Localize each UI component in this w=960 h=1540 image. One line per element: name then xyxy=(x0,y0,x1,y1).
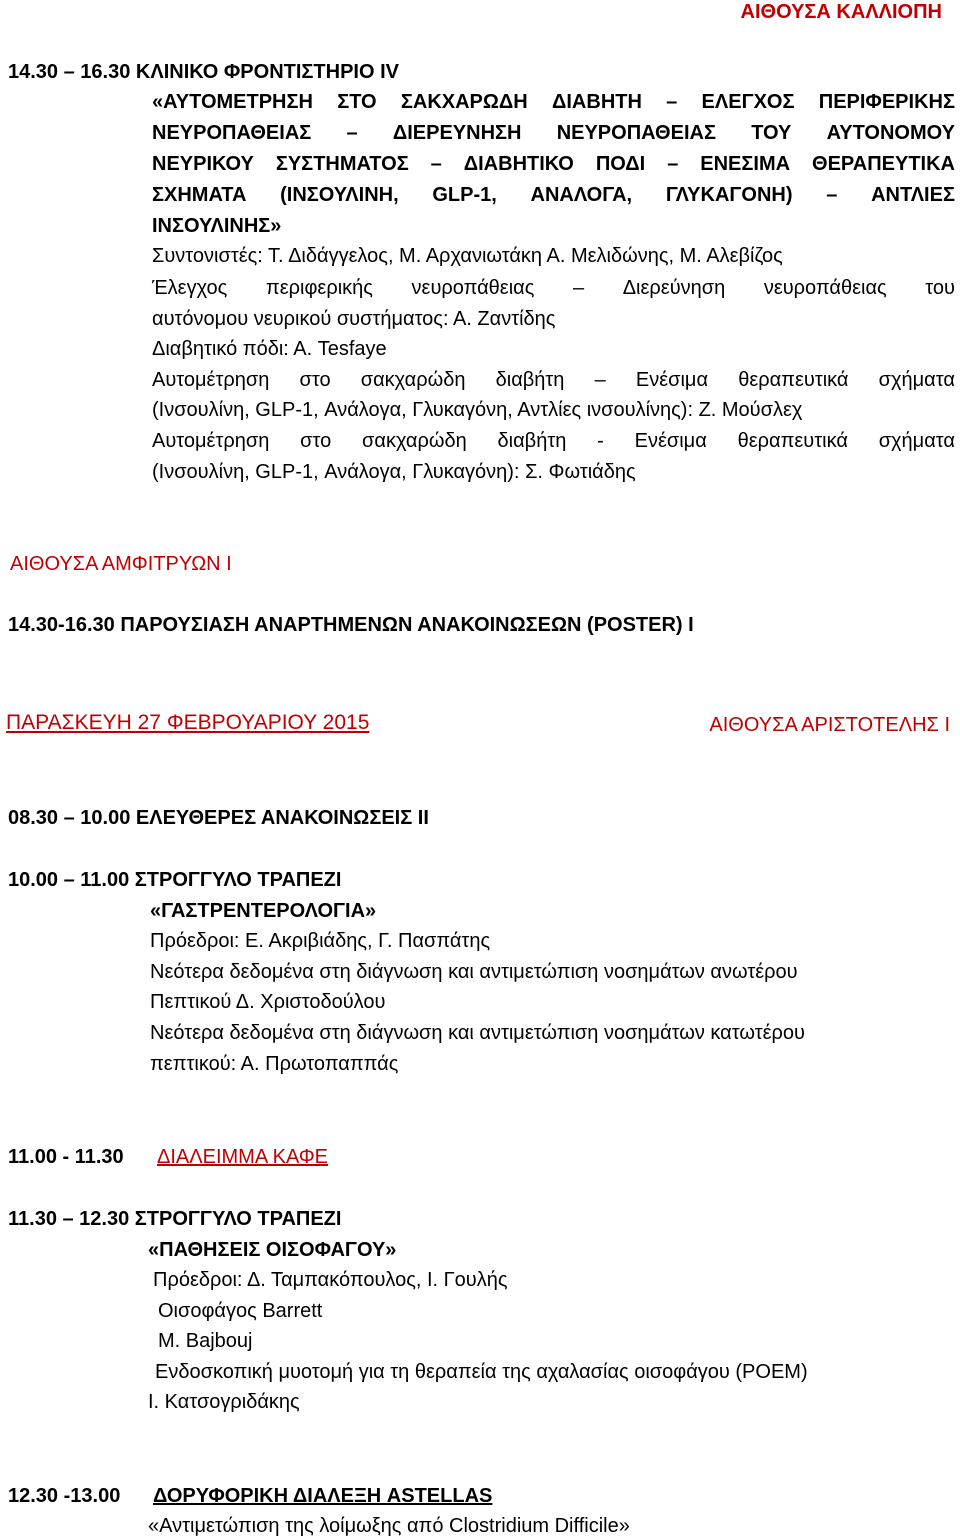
word: – xyxy=(666,91,678,113)
word: – xyxy=(572,277,585,299)
talk-line xyxy=(152,429,955,453)
word: ΝΕΥΡΟΠΑΘΕΙΑΣ xyxy=(556,122,716,144)
session-subtitle-line xyxy=(152,121,955,152)
word: – xyxy=(346,122,358,144)
word: νευροπάθειας xyxy=(411,277,535,299)
day-header: ΠΑΡΑΣΚΕΥΗ 27 ΦΕΒΡΟΥΑΡΙΟΥ 2015 xyxy=(6,711,370,734)
word: Ενέσιμα xyxy=(635,369,709,391)
word: ΓΛΥΚΑΓΟΝΗ) xyxy=(665,184,793,206)
roundtable-topic: «ΠΑΘΗΣΕΙΣ ΟΙΣΟΦΑΓΟΥ» xyxy=(148,1239,397,1261)
talk-line: Πεπτικού Δ. Χριστοδούλου xyxy=(150,991,386,1013)
talk-line: Ι. Κατσογριδάκης xyxy=(148,1391,300,1413)
talk-line xyxy=(152,368,955,392)
word: GLP-1, xyxy=(432,184,497,206)
word: «ΑΥΤΟΜΕΤΡΗΣΗ xyxy=(152,91,313,113)
word: στο xyxy=(299,369,331,391)
room-label-amfitryon: ΑΙΘΟΥΣΑ ΑΜΦΙΤΡΥΩΝ Ι xyxy=(10,553,232,575)
roundtable-chairs: Πρόεδροι: Δ. Ταμπακόπουλος, Ι. Γουλής xyxy=(153,1269,508,1291)
session-heading xyxy=(8,60,399,84)
word: ΠΟΔΙ xyxy=(595,153,646,175)
talk-line: πεπτικού: Α. Πρωτοπαππάς xyxy=(150,1053,399,1075)
word: στο xyxy=(300,430,332,452)
word: θεραπευτικά xyxy=(737,430,848,452)
session-subtitle-line xyxy=(152,152,955,183)
roundtable-heading: 11.30 – 12.30 ΣΤΡΟΓΓΥΛΟ ΤΡΑΠΕΖΙ xyxy=(8,1208,342,1230)
word: ΑΥΤΟΝΟΜΟΥ xyxy=(826,122,955,144)
poster-session-heading: 14.30-16.30 ΠΑΡΟΥΣΙΑΣΗ ΑΝΑΡΤΗΜΕΝΩΝ ΑΝΑΚΟΙΝΩΣΕΩΝ (POSTER) Ι xyxy=(8,614,694,636)
roundtable-topic: «ΓΑΣΤΡΕΝΤΕΡΟΛΟΓΙΑ» xyxy=(150,900,377,922)
word: ΕΝΕΣΙΜΑ xyxy=(700,153,791,175)
word: σχήματα xyxy=(878,369,955,391)
word: ΣΥΣΤΗΜΑΤΟΣ xyxy=(275,153,409,175)
word: ΝΕΥΡΙΚΟΥ xyxy=(152,153,254,175)
free-communications-heading: 08.30 – 10.00 ΕΛΕΥΘΕΡΕΣ ΑΝΑΚΟΙΝΩΣΕΙΣ ΙΙ xyxy=(8,807,429,829)
word: (ΙΝΣΟΥΛΙΝΗ, xyxy=(280,184,399,206)
talk-line: Ενδοσκοπική μυοτομή για τη θεραπεία της αχαλασίας οισοφάγου (POEM) xyxy=(155,1361,808,1383)
roundtable-heading: 10.00 – 11.00 ΣΤΡΟΓΓΥΛΟ ΤΡΑΠΕΖΙ xyxy=(8,869,342,891)
session-subtitle-line xyxy=(152,183,955,214)
session-time: 14.30 – 16.30 xyxy=(8,61,131,83)
word: – xyxy=(594,369,606,391)
coffee-break-label: ΔΙΑΛΕΙΜΜΑ ΚΑΦΕ xyxy=(157,1146,329,1168)
word: Διερεύνηση xyxy=(622,277,726,299)
word: Αυτομέτρηση xyxy=(152,369,270,391)
word: - xyxy=(597,430,604,452)
word: σακχαρώδη xyxy=(362,430,467,452)
word: ΣΑΚΧΑΡΩΔΗ xyxy=(400,91,528,113)
word: ΔΙΕΡΕΥΝΗΣΗ xyxy=(392,122,522,144)
word: – xyxy=(826,184,838,206)
word: Έλεγχος xyxy=(152,277,228,299)
word: σχήματα xyxy=(878,430,955,452)
talk-line: Διαβητικό πόδι: Α. Tesfaye xyxy=(152,338,387,360)
session-subtitle-line xyxy=(152,90,955,121)
word: περιφερικής xyxy=(265,277,373,299)
talk-line: M. Bajbouj xyxy=(158,1330,253,1352)
word: ΠΕΡΙΦΕΡΙΚΗΣ xyxy=(818,91,955,113)
word: θεραπευτικά xyxy=(738,369,849,391)
satellite-time: 12.30 -13.00 xyxy=(8,1485,121,1507)
word: ΣΧΗΜΑΤΑ xyxy=(152,184,247,206)
roundtable-chairs: Πρόεδροι: Ε. Ακριβιάδης, Γ. Πασπάτης xyxy=(150,930,491,952)
word: σακχαρώδη xyxy=(360,369,466,391)
session-subtitle-last: ΙΝΣΟΥΛΙΝΗΣ» xyxy=(152,215,282,237)
talk-line: Οισοφάγος Barrett xyxy=(158,1300,323,1322)
word: ΑΝΑΛΟΓΑ, xyxy=(530,184,633,206)
word: – xyxy=(430,153,442,175)
coffee-break-time: 11.00 - 11.30 xyxy=(8,1146,124,1168)
talk-line: (Ινσουλίνη, GLP-1, Ανάλογα, Γλυκαγόνη): Σ. Φωτιάδης xyxy=(152,461,636,483)
word: νευροπάθειας xyxy=(763,277,887,299)
talk-line: Νεότερα δεδομένα στη διάγνωση και αντιμετώπιση νοσημάτων κατωτέρου xyxy=(150,1022,805,1044)
talk-line: Νεότερα δεδομένα στη διάγνωση και αντιμετώπιση νοσημάτων ανωτέρου xyxy=(150,961,798,983)
word: ΑΝΤΛΙΕΣ xyxy=(871,184,955,206)
word: του xyxy=(925,277,955,299)
talk-line: (Ινσουλίνη, GLP-1, Ανάλογα, Γλυκαγόνη, Αντλίες ινσουλίνης): Ζ. Μούσλεχ xyxy=(152,399,803,421)
word: διαβήτη xyxy=(495,369,565,391)
session-title: ΚΛΙΝΙΚΟ ΦΡΟΝΤΙΣΤΗΡΙΟ IV xyxy=(135,61,399,83)
session-subtitle xyxy=(152,90,955,245)
satellite-label: ΔΟΡΥΦΟΡΙΚΗ ΔΙΑΛΕΞΗ ASTELLAS xyxy=(153,1485,493,1507)
word: διαβήτη xyxy=(497,430,567,452)
word: – xyxy=(667,153,679,175)
word: ΕΛΕΓΧΟΣ xyxy=(701,91,795,113)
word: Αυτομέτρηση xyxy=(152,430,270,452)
word: ΣΤΟ xyxy=(337,91,377,113)
coordinators: Συντονιστές: Τ. Διδάγγελος, Μ. Αρχανιωτάκη Α. Μελιδώνης, Μ. Αλεβίζος xyxy=(152,245,783,267)
satellite-subtitle: «Αντιμετώπιση της λοίμωξης από Clostridium Difficile» xyxy=(148,1515,630,1537)
room-label-kalliopi: ΑΙΘΟΥΣΑ ΚΑΛΛΙΟΠΗ xyxy=(740,1,942,23)
word: ΘΕΡΑΠΕΥΤΙΚΑ xyxy=(812,153,955,175)
word: Ενέσιμα xyxy=(634,430,707,452)
word: ΔΙΑΒΗΤΙΚΟ xyxy=(463,153,574,175)
word: ΤΟΥ xyxy=(751,122,792,144)
talk-line: αυτόνομου νευρικού συστήματος: Α. Ζαντίδης xyxy=(152,308,556,330)
word: ΔΙΑΒΗΤΗ xyxy=(552,91,642,113)
talk-line xyxy=(152,276,955,300)
room-label-aristotelis: ΑΙΘΟΥΣΑ ΑΡΙΣΤΟΤΕΛΗΣ Ι xyxy=(709,714,950,736)
word: ΝΕΥΡΟΠΑΘΕΙΑΣ xyxy=(152,122,312,144)
